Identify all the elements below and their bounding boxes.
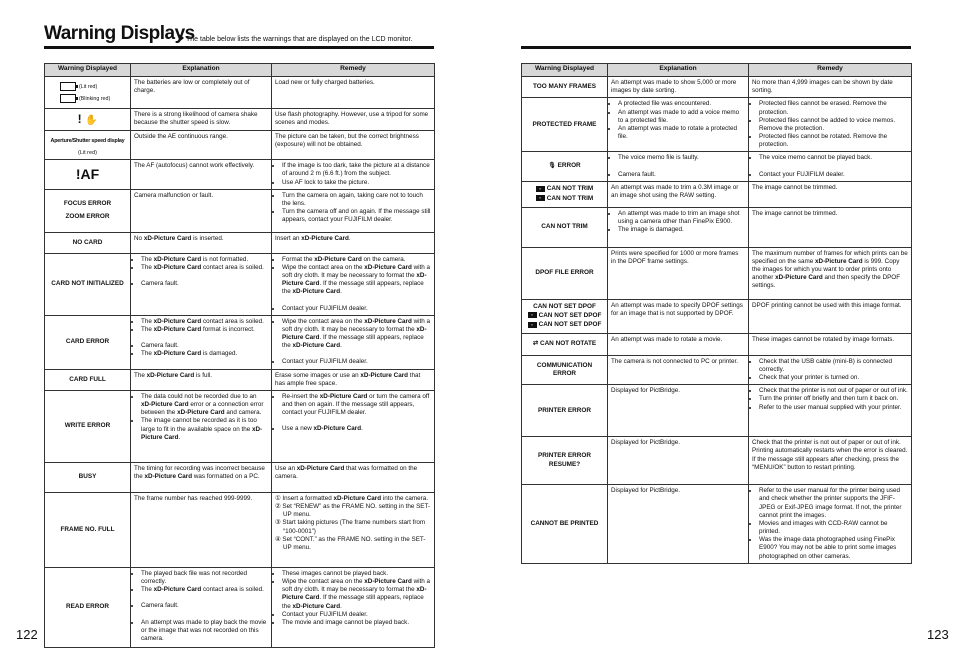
bullet-item: • Check that your printer is turned on. [759,374,908,382]
column-header: Explanation [608,64,749,77]
remedy-text: The picture can be taken, but the correct brightness (exposure) will not be obtained. [275,133,419,149]
warning-text: ▪ CAN NOT TRIM [525,195,604,203]
warning-cell [522,333,608,355]
bullet-item: • Turn the camera on again, taking care not to touch the lens. [282,192,431,208]
bullet-item: • Contact your FUJIFILM dealer. [282,611,431,619]
explanation-cell [131,462,272,492]
remedy-cell [272,160,435,190]
explanation-text: There is a strong likelihood of camera shake because the shutter speed is slow. [134,111,258,127]
bullet-item: • The played back file was not recorded correctly. [141,570,268,586]
warning-text: CANNOT BE PRINTED [530,519,599,527]
explanation-cell [131,77,272,109]
table-row [45,232,435,253]
header-row [45,64,435,77]
table-row [522,355,912,385]
table-row [522,98,912,152]
page-title: Warning Displays [44,23,195,44]
remedy-cell [272,77,435,109]
explanation-cell [131,315,272,369]
warning-cell [522,299,608,333]
explanation-cell [608,98,749,152]
bullet-item: • Contact your FUJIFILM dealer. [282,305,431,313]
image-size-icon: ▪ [528,312,537,318]
warning-cell [45,232,131,253]
table-row [522,181,912,207]
camera-shake-icon: ✋ [84,114,98,126]
page-number: 123 [927,627,949,642]
bullet-item: • The xD-Picture Card contact area is soiled. [141,318,268,326]
explanation-text: An attempt was made to trim a 0.3M image or an image shot using the RAW setting. [611,183,739,199]
warning-cell [45,369,131,390]
warning-text: !AF [75,166,100,183]
table-row [522,152,912,181]
warning-text: DPOF FILE ERROR [535,269,594,277]
remedy-text: Insert an xD-Picture Card. [275,234,351,242]
warning-cell [522,485,608,564]
bullet-item: • Protected files cannot be erased. Remove the protection. [759,100,908,116]
table-row [45,253,435,315]
bullet-item: • An attempt was made to trim an image shot using a camera other than FinePix E900. [618,210,745,226]
warning-cell [45,567,131,647]
right-page [477,0,954,667]
remedy-step: ① Insert a formatted xD-Picture Card into the camera. [275,494,428,502]
bullet-item: • Camera fault. [141,342,268,350]
warning-text: READ ERROR [66,603,109,611]
warning-text: BUSY [78,473,97,481]
bullet-item: • The movie and image cannot be played back. [282,619,431,627]
remedy-text: The image cannot be trimmed. [752,183,838,191]
remedy-text: DPOF printing cannot be used with this image format. [752,301,902,309]
warning-text: WRITE ERROR [64,422,111,430]
explanation-cell [131,232,272,253]
warning-cell [522,98,608,152]
column-header: Remedy [749,64,912,77]
warning-text: CARD FULL [69,375,106,383]
warning-table-left [44,63,435,648]
bullet-item: • An attempt was made to add a voice memo to a protected file. [618,109,745,125]
warning-cell [522,437,608,485]
warning-text: CARD ERROR [65,337,110,345]
header-rule [521,46,911,49]
warning-text: (Lit red) [48,82,127,91]
explanation-text: The frame number has reached 999-9999. [134,494,253,502]
bullet-item: • An attempt was made to play back the movie or the image that was not recorded on this camera. [141,619,268,644]
warning-text: ▪ CAN NOT TRIM [525,185,604,193]
table-row [45,189,435,232]
bullet-item: • Was the image data photographed using FinePix E900? You may not be able to print some images photographed on other cameras. [759,536,908,561]
remedy-cell [749,207,912,247]
table-row [522,485,912,564]
explanation-cell [608,77,749,98]
warning-text: COMMUNICATION ERROR [536,361,593,377]
warning-text: FOCUS ERROR [63,199,112,207]
bullet-item: • The image cannot be recorded as it is too large to fit in the available space on the xD-Picture Card. [141,417,268,442]
explanation-cell [131,131,272,160]
explanation-cell [608,355,749,385]
explanation-text: An attempt was made to show 5,000 or more images by date sorting. [611,79,737,95]
remedy-cell [749,385,912,437]
remedy-text: Erase some images or use an xD-Picture Card that has ample free space. [275,371,421,387]
remedy-cell [272,253,435,315]
remedy-cell [272,131,435,160]
bullet-item: • Use a new xD-Picture Card. [282,425,431,433]
explanation-cell [131,109,272,131]
table-row [522,385,912,437]
warning-cell [45,315,131,369]
explanation-cell [131,160,272,190]
remedy-text: Check that the printer is not out of paper or out of ink. Printing automatically restarts when the error is cleared. If the message still appears after checking, press the “MENU/OK” button to restart printing. [752,439,908,471]
table-row [522,207,912,247]
explanation-text: The timing for recording was incorrect because the xD-Picture Card was formatted on a PC. [134,464,265,481]
bullet-item: • The data could not be recorded due to an xD-Picture Card error or a connection error between the xD-Picture Card and camera. [141,393,268,418]
table-row [45,390,435,462]
bullet-item: • Refer to the user manual for the printer being used and check whether the printer supports the JFIF-JPEG or Exif-JPEG image format. If not, the printer cannot print the images. [759,487,908,520]
remedy-cell [272,109,435,131]
bullet-item: • A protected file was encountered. [618,100,745,108]
warning-text: ⇄ CAN NOT ROTATE [532,340,597,348]
rotate-icon: ⇄ [532,340,540,348]
remedy-cell [272,462,435,492]
warning-cell [45,189,131,232]
table-row [45,369,435,390]
warning-text: PROTECTED FRAME [532,120,597,128]
warning-text: NO CARD [72,238,103,246]
remedy-cell [749,98,912,152]
explanation-text: Prints were specified for 1000 or more frames in the DPOF frame settings. [611,249,739,265]
explanation-text: Outside the AE continuous range. [134,133,228,140]
table-row [45,109,435,131]
warning-text: (Lit red) [78,150,97,157]
table-row [45,492,435,567]
page-number: 122 [16,627,38,642]
warning-cell [522,77,608,98]
remedy-text: These images cannot be rotated by image formats. [752,335,895,343]
remedy-cell [749,247,912,299]
table-row [522,333,912,355]
remedy-text: Load new or fully charged batteries. [275,79,375,86]
warning-text: PRINTER ERROR [538,406,591,414]
remedy-text: Use an xD-Picture Card that was formatted on the camera. [275,464,418,481]
bullet-item: • These images cannot be played back. [282,570,431,578]
table-row [45,567,435,647]
warning-text: ▪ CAN NOT SET DPOF [525,312,604,320]
explanation-cell [608,299,749,333]
bullet-item: • Turn the camera off and on again. If the message still appears, contact your FUJIFILM dealer. [282,208,431,224]
column-header: Warning Displayed [45,64,131,77]
warning-text: CAN NOT TRIM [541,223,588,231]
remedy-cell [749,355,912,385]
remedy-step: ③ Start taking pictures (The frame numbers start from “100-0001”) [275,519,426,535]
explanation-text: Displayed for PictBridge. [611,387,680,395]
table-row [45,315,435,369]
explanation-text: Displayed for PictBridge. [611,439,680,447]
table-row [45,131,435,160]
warning-text: TOO MANY FRAMES [533,83,596,90]
remedy-cell [749,299,912,333]
battery-icon [60,94,76,103]
bullet-item: • Check that the USB cable (mini-B) is connected correctly. [759,358,908,374]
table-row [45,77,435,109]
explanation-text: An attempt was made to rotate a movie. [611,335,723,343]
remedy-cell [272,492,435,567]
bullet-item: • Camera fault. [141,602,268,610]
explanation-cell [131,369,272,390]
triangle-bullet-icon [179,34,184,42]
remedy-cell [749,485,912,564]
warning-cell [45,390,131,462]
header-row [522,64,912,77]
warning-cell [522,152,608,181]
warning-cell [522,355,608,385]
bullet-item: • An attempt was made to rotate a protected file. [618,125,745,141]
column-header: Explanation [131,64,272,77]
warning-text: FRAME NO. FULL [60,525,115,533]
image-size-icon: ▪ [528,322,537,328]
explanation-text: The camera is not connected to PC or printer. [611,357,739,365]
explanation-cell [608,181,749,207]
explanation-text: The xD-Picture Card is full. [134,371,213,379]
bullet-item: • The xD-Picture Card contact area is soiled. [141,586,268,594]
remedy-text: The maximum number of frames for which prints can be specified on the same xD-Picture Card is 999. Copy the images for which you want to order prints onto another xD-Picture Card and then specify the DPOF settings. [752,249,908,290]
bullet-item: • Wipe the contact area on the xD-Picture Card with a soft dry cloth. It may be necessary to format the xD-Picture Card. If the message still appears, replace the xD-Picture Card. [282,318,431,351]
header-rule [44,46,434,49]
explanation-cell [608,485,749,564]
explanation-cell [131,189,272,232]
bullet-item: • Use AF lock to take the picture. [282,179,431,187]
bullet-item: • The xD-Picture Card contact area is soiled. [141,264,268,272]
warning-cell [45,462,131,492]
explanation-text: The batteries are low or completely out of charge. [134,79,250,95]
bullet-item: • The xD-Picture Card format is incorrect. [141,326,268,334]
table-row [45,462,435,492]
remedy-cell [749,333,912,355]
warning-text: ZOOM ERROR [65,213,110,221]
table-row [522,77,912,98]
warning-text: ▪ CAN NOT SET DPOF [525,321,604,329]
bullet-item: • Protected files cannot be rotated. Remove the protection. [759,133,908,149]
explanation-cell [608,437,749,485]
bullet-item: • Check that the printer is not out of paper or out of ink. [759,387,908,395]
warning-cell [45,160,131,190]
explanation-cell [131,567,272,647]
column-header: Warning Displayed [522,64,608,77]
image-size-icon: ▪ [536,186,545,192]
warning-cell [522,207,608,247]
microphone-icon: 🎙 [548,163,558,170]
warning-text: CAN NOT SET DPOF [533,302,596,310]
bullet-item: • The image is damaged. [618,226,745,234]
explanation-cell [608,385,749,437]
remedy-cell [749,181,912,207]
explanation-cell [608,333,749,355]
bullet-item: • Wipe the contact area on the xD-Picture Card with a soft dry cloth. It may be necessary to format the xD-Picture Card. If the message still appears, replace the xD-Picture Card. [282,264,431,297]
bullet-item: • Protected files cannot be added to voice memos. Remove the protection. [759,117,908,133]
bullet-item: • Camera fault. [141,280,268,288]
image-size-icon: ▪ [536,195,545,201]
warning-text: CARD NOT INITIALIZED [51,280,124,288]
explanation-text: Camera malfunction or fault. [134,191,214,199]
bullet-item: • Re-insert the xD-Picture Card or turn the camera off and then on again. If the message still appears, contact your FUJIFILM dealer. [282,393,431,418]
remedy-text: The image cannot be trimmed. [752,209,838,217]
warning-cell [45,77,131,109]
bullet-item: • The voice memo cannot be played back. [759,154,908,162]
warning-text: ! ✋ [77,111,98,126]
bullet-item: • Refer to the user manual supplied with your printer. [759,404,908,412]
remedy-step: ④ Set “CONT.” as the FRAME NO. setting in the SET-UP menu. [275,535,426,551]
explanation-text: An attempt was made to specify DPOF settings for an image that is not supported by DPOF. [611,301,743,317]
warning-cell [45,109,131,131]
explanation-text: Displayed for PictBridge. [611,487,680,495]
remedy-cell [749,77,912,98]
warning-cell [45,131,131,160]
table-row [45,160,435,190]
warning-cell [522,385,608,437]
warning-text: (Blinking red) [48,94,127,103]
remedy-cell [272,567,435,647]
warning-cell [522,181,608,207]
bullet-item: • Camera fault. [618,171,745,179]
remedy-text: Use flash photography. However, use a tripod for some scenes and modes. [275,111,429,127]
bullet-item: • If the image is too dark, take the picture at a distance of around 2 m (6.6 ft.) from the subject. [282,162,431,178]
table-row [522,247,912,299]
remedy-cell [272,232,435,253]
explanation-cell [608,207,749,247]
remedy-cell [272,315,435,369]
bullet-item: • Wipe the contact area on the xD-Picture Card with a soft dry cloth. It may be necessary to format the xD-Picture Card. If the message still appears, replace the xD-Picture Card. [282,578,431,611]
column-header: Remedy [272,64,435,77]
table-row [522,299,912,333]
warning-text: 🎙 ERROR [548,162,581,170]
remedy-cell [749,152,912,181]
bullet-item: • Contact your FUJIFILM dealer. [759,171,908,179]
bullet-item: • Turn the printer off briefly and then turn it back on. [759,395,908,403]
warning-cell [522,247,608,299]
explanation-cell [131,253,272,315]
explanation-text: The AF (autofocus) cannot work effectively. [134,162,255,170]
intro-text: The table below lists the warnings that are displayed on the LCD monitor. [179,34,412,43]
bullet-item: • Contact your FUJIFILM dealer. [282,358,431,366]
remedy-cell [272,189,435,232]
battery-icon [60,82,76,91]
explanation-cell [608,247,749,299]
remedy-step: ② Set “RENEW” as the FRAME NO. setting in the SET-UP menu. [275,503,431,519]
warning-cell [45,253,131,315]
table-row [522,437,912,485]
remedy-cell [749,437,912,485]
bullet-item: • Movies and images with CCD-RAW cannot be printed. [759,520,908,536]
warning-table-right [521,63,912,564]
bullet-item: • The xD-Picture Card is damaged. [141,350,268,358]
remedy-cell [272,369,435,390]
explanation-cell [131,492,272,567]
explanation-text: No xD-Picture Card is inserted. [134,234,224,242]
bullet-item: • Format the xD-Picture Card on the camera. [282,256,431,264]
remedy-cell [272,390,435,462]
remedy-text: No more than 4,999 images can be shown by date sorting. [752,79,893,95]
warning-cell [45,492,131,567]
bullet-item: • The voice memo file is faulty. [618,154,745,162]
warning-text: PRINTER ERROR RESUME? [538,452,591,468]
bullet-item: • The xD-Picture Card is not formatted. [141,256,268,264]
explanation-cell [131,390,272,462]
explanation-cell [608,152,749,181]
warning-text: Aperture/Shutter speed display [50,138,125,144]
